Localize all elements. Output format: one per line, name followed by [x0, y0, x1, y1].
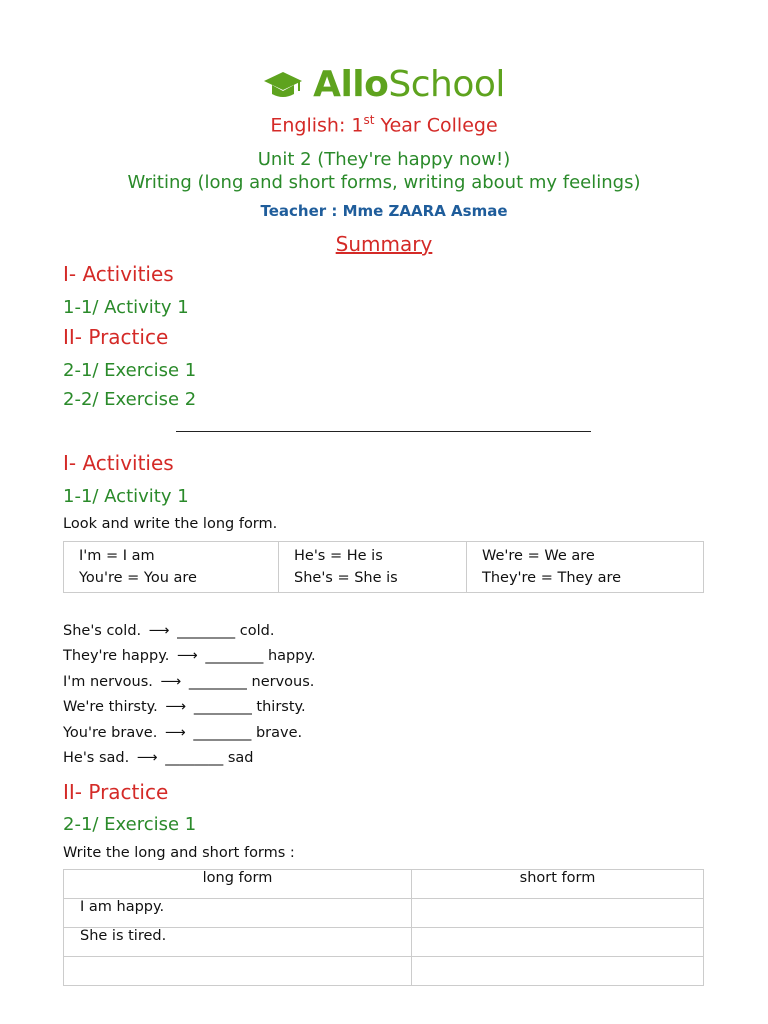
toc-activities-link[interactable]: I- Activities: [63, 262, 174, 286]
table-cell: I'm = I am You're = You are: [64, 542, 279, 593]
graduation-cap-icon: [263, 68, 303, 102]
arrow-right-icon: ⟶: [136, 750, 158, 766]
exercise-sentence: They're happy. ⟶ ________ happy.: [63, 648, 316, 664]
page-title: English: 1st Year College: [270, 113, 498, 137]
answer-cell[interactable]: [412, 899, 704, 928]
long-forms-table: [63, 541, 704, 593]
arrow-right-icon: ⟶: [148, 623, 170, 639]
toc-practice-link[interactable]: II- Practice: [63, 325, 169, 349]
table-cell: [64, 957, 412, 986]
arrow-right-icon: ⟶: [165, 699, 187, 715]
writing-subtitle: Writing (long and short forms, writing about my feelings): [127, 172, 641, 193]
exercise-sentence: You're brave. ⟶ ________ brave.: [63, 725, 303, 741]
arrow-right-icon: ⟶: [176, 648, 198, 664]
exercise1-heading: 2-1/ Exercise 1: [63, 814, 197, 835]
table-cell: I am happy.: [64, 899, 412, 928]
activities-heading: I- Activities: [63, 451, 174, 475]
exercise-sentence: We're thirsty. ⟶ ________ thirsty.: [63, 699, 306, 715]
unit-title: Unit 2 (They're happy now!): [257, 149, 511, 170]
table-cell: He's = He is She's = She is: [279, 542, 467, 593]
exercise-instruction: Write the long and short forms :: [63, 845, 295, 861]
answer-cell[interactable]: [412, 928, 704, 957]
exercise-sentence: He's sad. ⟶ ________ sad: [63, 750, 254, 766]
table-cell: She is tired.: [64, 928, 412, 957]
column-header-short-form: short form: [412, 870, 704, 899]
arrow-right-icon: ⟶: [164, 725, 186, 741]
toc-activity1-link[interactable]: 1-1/ Activity 1: [63, 297, 189, 318]
answer-cell[interactable]: [412, 957, 704, 986]
table-row: [64, 957, 704, 986]
table-row: [64, 899, 704, 928]
activity1-heading: 1-1/ Activity 1: [63, 486, 189, 507]
logo-text: AlloSchool: [313, 64, 505, 105]
exercise-sentence: She's cold. ⟶ ________ cold.: [63, 623, 275, 639]
table-cell: We're = We are They're = They are: [467, 542, 704, 593]
divider: [176, 431, 591, 432]
summary-heading: Summary: [335, 232, 433, 256]
teacher-name: Teacher : Mme ZAARA Asmae: [260, 202, 508, 220]
toc-exercise2-link[interactable]: 2-2/ Exercise 2: [63, 389, 197, 410]
toc-exercise1-link[interactable]: 2-1/ Exercise 1: [63, 360, 197, 381]
arrow-right-icon: ⟶: [160, 674, 182, 690]
activity-instruction: Look and write the long form.: [63, 516, 278, 532]
practice-heading: II- Practice: [63, 780, 169, 804]
table-row: [64, 928, 704, 957]
column-header-long-form: long form: [64, 870, 412, 899]
exercise-sentence: I'm nervous. ⟶ ________ nervous.: [63, 674, 315, 690]
alloschool-logo: [0, 64, 768, 105]
long-short-forms-table: [63, 869, 704, 986]
